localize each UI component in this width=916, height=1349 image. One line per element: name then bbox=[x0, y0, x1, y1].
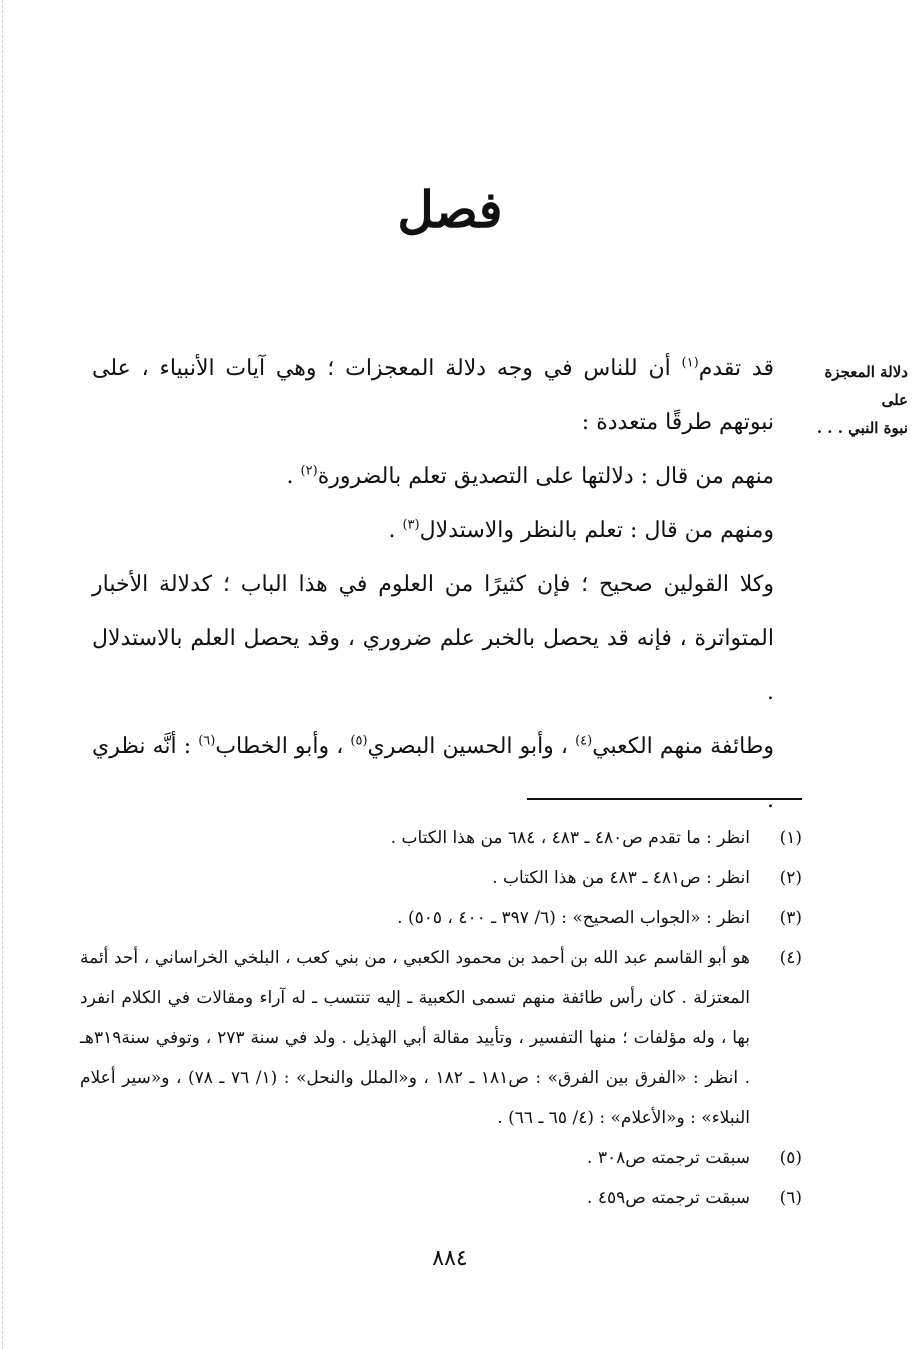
footnote-text: انظر : «الجواب الصحيح» : (٦/ ٣٩٧ ـ ٤٠٠ ، ٥٠٥) . bbox=[397, 908, 750, 928]
paragraph-2 bbox=[92, 450, 804, 504]
paragraph-2-text: منهم من قال : دلالتها على التصديق تعلم بالضرورة bbox=[317, 464, 774, 489]
footnote-ref-1: (١) bbox=[681, 355, 699, 371]
footnote-ref-5: (٥) bbox=[350, 733, 368, 749]
scan-edge-line bbox=[2, 0, 4, 1349]
footnote-number: (١) bbox=[779, 828, 802, 848]
footnote-separator bbox=[527, 798, 802, 800]
footnote-number: (٢) bbox=[779, 868, 802, 888]
paragraph-5-d: : أنَّه نظري . bbox=[92, 734, 774, 813]
paragraph-3-text: ومنهم من قال : تعلم بالنظر والاستدلال bbox=[419, 518, 774, 543]
footnote-text: سبقت ترجمته ص٣٠٨ . bbox=[587, 1148, 750, 1168]
footnote-ref-4: (٤) bbox=[575, 733, 593, 749]
margin-note bbox=[808, 358, 908, 442]
footnote-text: انظر : ص٤٨١ ـ ٤٨٣ من هذا الكتاب . bbox=[492, 868, 750, 888]
paragraph-3 bbox=[92, 504, 804, 558]
chapter-title: فصل bbox=[397, 180, 503, 239]
paragraph-5-c: ، وأبو الخطاب bbox=[215, 734, 351, 759]
footnote-number: (٤) bbox=[779, 948, 802, 968]
paragraph-1-start: قد تقدم bbox=[698, 356, 774, 381]
paragraph-5-a: وطائفة منهم الكعبي bbox=[592, 734, 774, 759]
main-text bbox=[92, 342, 804, 828]
footnote-1 bbox=[80, 818, 802, 858]
footnote-number: (٦) bbox=[779, 1188, 802, 1208]
margin-note-line-1: دلالة المعجزة على bbox=[824, 363, 908, 409]
footnote-text: سبقت ترجمته ص٤٥٩ . bbox=[587, 1188, 750, 1208]
footnote-4 bbox=[80, 938, 802, 1138]
paragraph-1 bbox=[92, 342, 804, 450]
footnote-3 bbox=[80, 898, 802, 938]
paragraph-5 bbox=[92, 720, 804, 828]
footnote-ref-3: (٣) bbox=[402, 517, 420, 533]
footnote-2 bbox=[80, 858, 802, 898]
footnote-number: (٥) bbox=[779, 1148, 802, 1168]
margin-note-line-2: نبوة النبي . . . bbox=[816, 419, 908, 437]
footnote-ref-2: (٢) bbox=[300, 463, 318, 479]
footnote-text: انظر : ما تقدم ص٤٨٠ ـ ٤٨٣ ، ٦٨٤ من هذا الكتاب . bbox=[390, 828, 750, 848]
page-number: ٨٨٤ bbox=[432, 1246, 468, 1271]
paragraph-1-rest: أن للناس في وجه دلالة المعجزات ؛ وهي آيات الأنبياء ، على نبوتهم طرقًا متعددة : bbox=[92, 356, 774, 435]
footnote-5 bbox=[80, 1138, 802, 1178]
footnote-ref-6: (٦) bbox=[198, 733, 216, 749]
paragraph-5-b: ، وأبو الحسين البصري bbox=[367, 734, 576, 759]
paragraph-3-end: . bbox=[388, 518, 403, 543]
paragraph-2-end: . bbox=[286, 464, 301, 489]
footnote-text: هو أبو القاسم عبد الله بن أحمد بن محمود الكعبي ، من بني كعب ، البلخي الخراساني ، أحد أئمة المعتزلة . كان رأس طائفة منهم تسمى الكعبية ـ إليه تنتسب ـ له آراء ومقالات في الكلام انفرد بها ، وله مؤلفات ؛ منها التفسير ، وتأييد مقالة أبي الهذيل . ولد في سنة ٢٧٣ ، وتوفي سنة٣١٩هـ . انظر : «الفرق بين الفرق» : ص١٨١ ـ ١٨٢ ، و«الملل والنحل» : (١/ ٧٦ ـ ٧٨) ، و«سير أعلام النبلاء» : و«الأعلام» : (٤/ ٦٥ ـ ٦٦) . bbox=[80, 948, 750, 1128]
footnotes bbox=[80, 818, 802, 1218]
paragraph-4: وكلا القولين صحيح ؛ فإن كثيرًا من العلوم في هذا الباب ؛ كدلالة الأخبار المتواترة ، فإنه قد يحصل بالخبر علم ضروري ، وقد يحصل العلم بالاستدلال . bbox=[92, 572, 774, 705]
footnote-number: (٣) bbox=[779, 908, 802, 928]
footnote-6 bbox=[80, 1178, 802, 1218]
